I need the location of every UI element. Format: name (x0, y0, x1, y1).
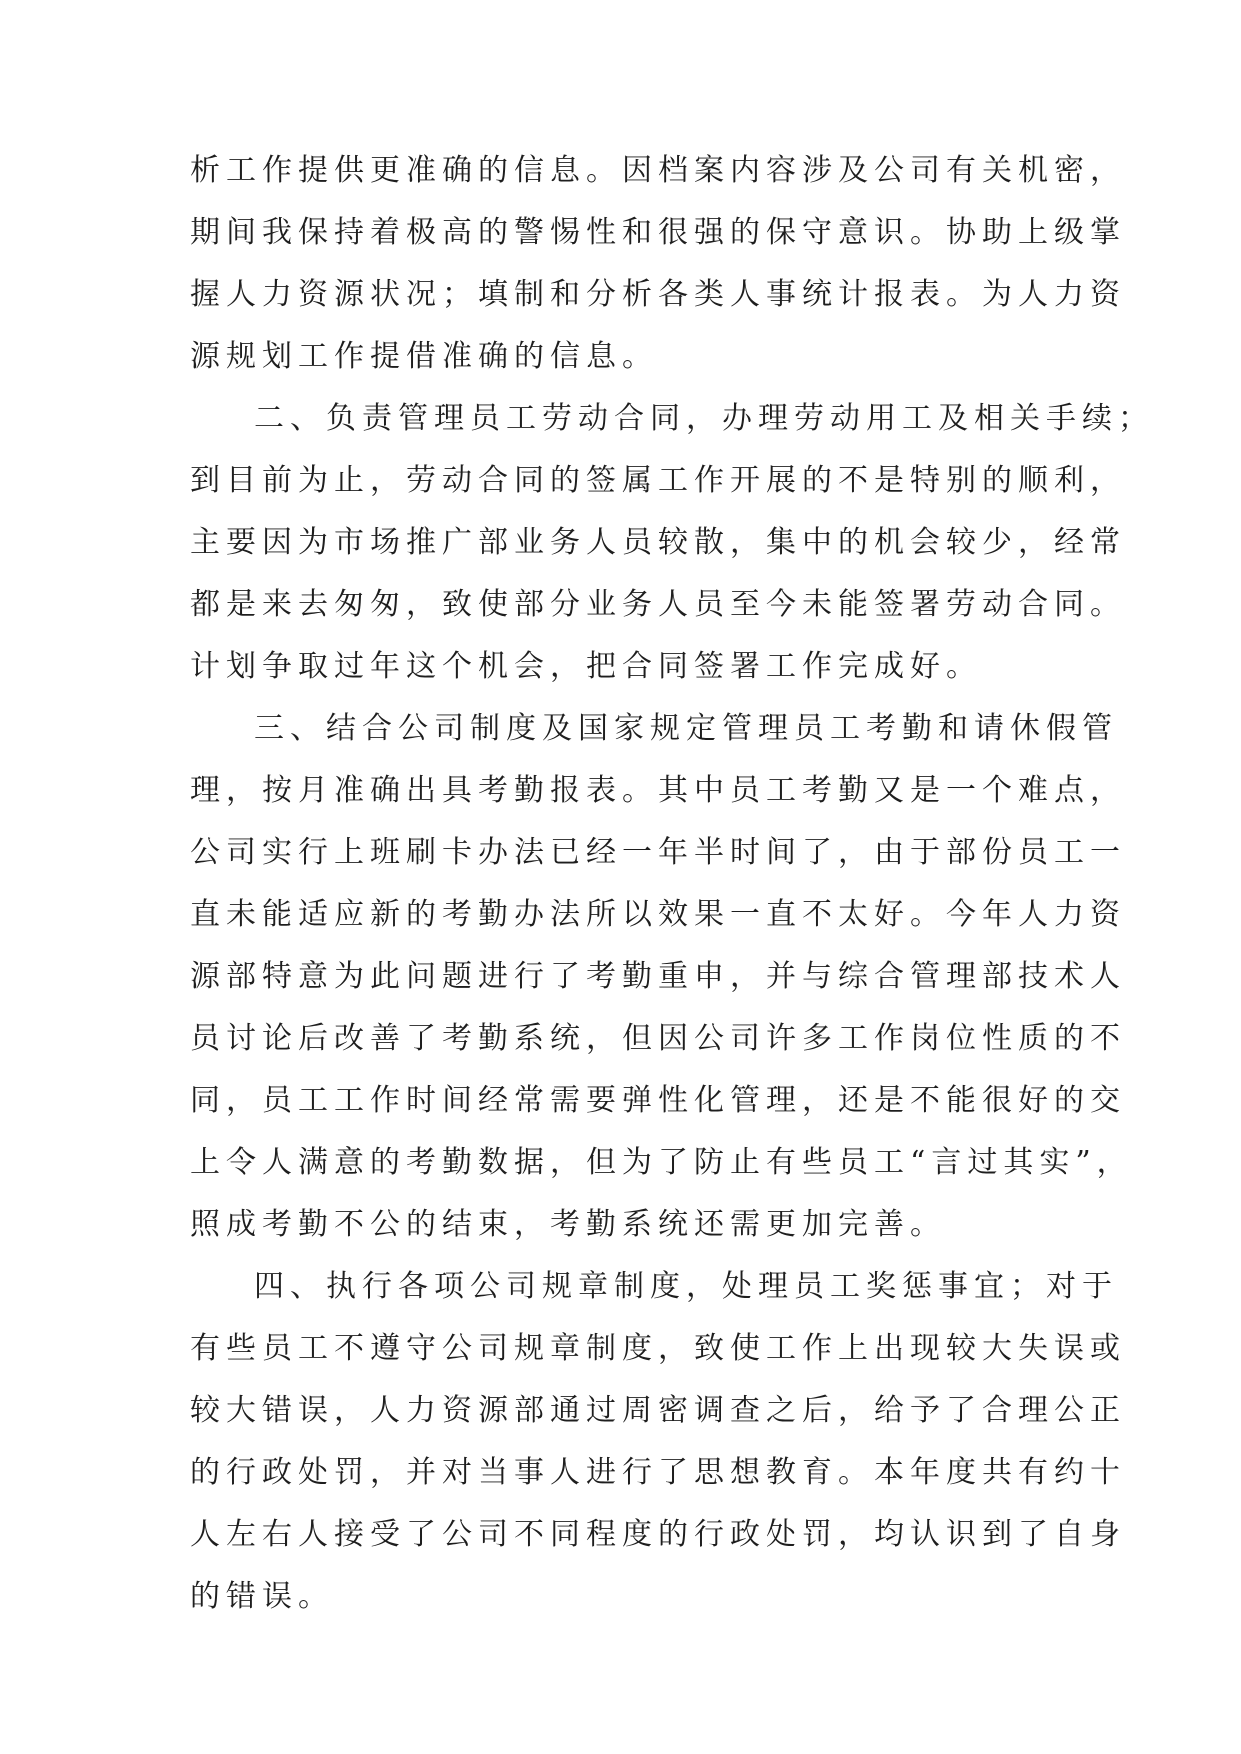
text-line: 都是来去匆匆，致使部分业务人员至今未能签署劳动合同。 (190, 587, 1126, 622)
text-line: 握人力资源状况；填制和分析各类人事统计报表。为人力资 (190, 277, 1126, 312)
text-line: 理，按月准确出具考勤报表。其中员工考勤又是一个难点， (190, 773, 1126, 808)
text-line: 上令人满意的考勤数据，但为了防止有些员工“言过其实”， (190, 1145, 1133, 1180)
text-line: 源部特意为此问题进行了考勤重申，并与综合管理部技术人 (190, 959, 1126, 994)
text-line: 析工作提供更准确的信息。因档案内容涉及公司有关机密， (190, 153, 1126, 188)
text-line: 同，员工工作时间经常需要弹性化管理，还是不能很好的交 (190, 1083, 1126, 1118)
paragraph-4-first-line: 四、执行各项公司规章制度，处理员工奖惩事宜；对于 (254, 1269, 1118, 1304)
text-line: 主要因为市场推广部业务人员较散，集中的机会较少，经常 (190, 525, 1126, 560)
text-line: 源规划工作提借准确的信息。 (190, 339, 658, 374)
text-line: 到目前为止，劳动合同的签属工作开展的不是特别的顺利， (190, 463, 1126, 498)
text-line: 计划争取过年这个机会，把合同签署工作完成好。 (190, 649, 982, 684)
text-line: 期间我保持着极高的警惕性和很强的保守意识。协助上级掌 (190, 215, 1126, 250)
paragraph-2-first-line: 二、负责管理员工劳动合同，办理劳动用工及相关手续； (254, 401, 1154, 436)
text-line: 照成考勤不公的结束，考勤系统还需更加完善。 (190, 1207, 946, 1242)
text-line: 直未能适应新的考勤办法所以效果一直不太好。今年人力资 (190, 897, 1126, 932)
text-line: 的错误。 (190, 1579, 334, 1614)
paragraph-3-first-line: 三、结合公司制度及国家规定管理员工考勤和请休假管 (254, 711, 1118, 746)
text-line: 有些员工不遵守公司规章制度，致使工作上出现较大失误或 (190, 1331, 1126, 1366)
text-line: 人左右人接受了公司不同程度的行政处罚，均认识到了自身 (190, 1517, 1126, 1552)
text-line: 员讨论后改善了考勤系统，但因公司许多工作岗位性质的不 (190, 1021, 1126, 1056)
text-line: 的行政处罚，并对当事人进行了思想教育。本年度共有约十 (190, 1455, 1126, 1490)
text-line: 较大错误，人力资源部通过周密调查之后，给予了合理公正 (190, 1393, 1126, 1428)
text-line: 公司实行上班刷卡办法已经一年半时间了，由于部份员工一 (190, 835, 1126, 870)
